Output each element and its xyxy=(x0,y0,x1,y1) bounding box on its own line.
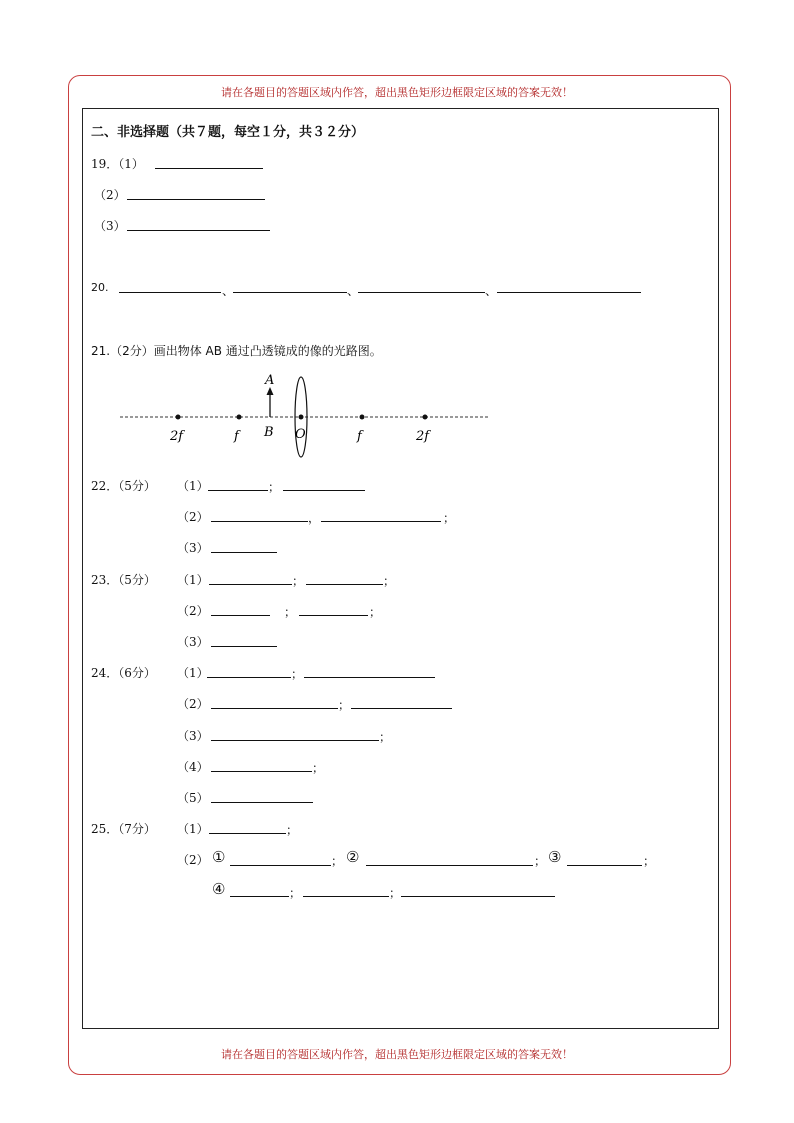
q22-3-label: （3） xyxy=(177,541,209,555)
q25-label: 25．（7分） xyxy=(91,822,156,836)
q20-sep-2: 、 xyxy=(347,284,360,298)
q24-5-label: （5） xyxy=(177,791,209,805)
q25-2-blank-3[interactable] xyxy=(567,865,642,866)
q25-2-semi-3: ； xyxy=(643,854,656,868)
q25-2-semi-1: ； xyxy=(331,854,344,868)
q25-2-blank-4[interactable] xyxy=(230,896,289,897)
point-o xyxy=(299,415,304,420)
top-warning: 请在各题目的答题区域内作答，超出黑色矩形边框限定区域的答案无效！ xyxy=(221,86,573,99)
q21-prompt: 21.（2分）画出物体 AB 通过凸透镜成的像的光路图。 xyxy=(91,344,382,358)
q24-label: 24．（6分） xyxy=(91,666,156,680)
q23-2-semi-b: ； xyxy=(369,605,382,619)
q24-2-semi: ； xyxy=(338,698,351,712)
q20-blank-2[interactable] xyxy=(233,292,347,293)
label-2f-right: 2f xyxy=(416,429,430,444)
q25-2-blank-5[interactable] xyxy=(303,896,389,897)
q23-2-label: （2） xyxy=(177,604,209,618)
q25-2-label: （2） xyxy=(177,853,209,867)
q23-1-semi-b: ； xyxy=(383,574,396,588)
object-arrow-head xyxy=(267,387,274,395)
q22-3-blank[interactable] xyxy=(211,552,277,553)
point-2f-left xyxy=(176,415,181,420)
q25-circle-1: ① xyxy=(212,848,226,866)
q19-1-blank[interactable] xyxy=(155,168,263,169)
q23-2-semi-a: ； xyxy=(284,605,297,619)
q20-sep-1: 、 xyxy=(222,284,235,298)
q19-label: 19．（1） xyxy=(91,157,144,171)
section-title: 二、非选择题（共７题，每空１分，共３２分） xyxy=(91,125,365,140)
q24-2-blank-b[interactable] xyxy=(351,708,452,709)
q24-5-blank[interactable] xyxy=(211,802,313,803)
q22-1-semi: ； xyxy=(268,480,281,494)
q24-4-semi: ； xyxy=(312,761,325,775)
q22-1-label: （1） xyxy=(177,479,209,493)
q23-2-blank-a[interactable] xyxy=(211,615,270,616)
q24-1-blank-b[interactable] xyxy=(304,677,435,678)
q22-1-blank-a[interactable] xyxy=(208,490,268,491)
q24-3-label: （3） xyxy=(177,729,209,743)
q20-label: 20. xyxy=(91,281,109,294)
q23-label: 23．（5分） xyxy=(91,573,156,587)
q24-4-label: （4） xyxy=(177,760,209,774)
q25-2-blank-6[interactable] xyxy=(401,896,555,897)
q25-2-blank-2[interactable] xyxy=(366,865,533,866)
label-a: A xyxy=(265,373,275,388)
label-f-left: f xyxy=(234,429,239,444)
q22-2-blank-a[interactable] xyxy=(211,521,308,522)
q22-2-label: （2） xyxy=(177,510,209,524)
q25-2-semi-5: ； xyxy=(389,886,402,900)
q20-blank-4[interactable] xyxy=(497,292,641,293)
q19-2-blank[interactable] xyxy=(127,199,265,200)
convex-lens-diagram xyxy=(110,368,500,464)
q24-3-semi: ； xyxy=(379,730,392,744)
q20-sep-3: 、 xyxy=(485,284,498,298)
q24-4-blank[interactable] xyxy=(211,771,312,772)
q25-1-semi: ； xyxy=(286,823,299,837)
q20-blank-1[interactable] xyxy=(119,292,221,293)
q24-1-blank-a[interactable] xyxy=(207,677,291,678)
q22-2-blank-b[interactable] xyxy=(321,521,441,522)
q20-blank-3[interactable] xyxy=(358,292,485,293)
q25-circle-2: ② xyxy=(346,848,360,866)
q23-1-blank-a[interactable] xyxy=(209,584,292,585)
point-f-right xyxy=(360,415,365,420)
q25-1-label: （1） xyxy=(177,822,209,836)
point-f-left xyxy=(237,415,242,420)
q23-1-semi-a: ； xyxy=(292,574,305,588)
q25-2-blank-1[interactable] xyxy=(230,865,331,866)
q25-circle-4: ④ xyxy=(212,880,226,898)
q24-3-blank[interactable] xyxy=(211,740,379,741)
q24-2-blank-a[interactable] xyxy=(211,708,338,709)
point-2f-right xyxy=(423,415,428,420)
label-2f-left: 2f xyxy=(170,429,184,444)
q25-circle-3: ③ xyxy=(548,848,562,866)
q22-2-comma: ， xyxy=(308,511,321,525)
q23-1-label: （1） xyxy=(177,573,209,587)
q22-label: 22．（5分） xyxy=(91,479,156,493)
q22-2-semi: ； xyxy=(443,511,456,525)
q25-2-semi-2: ； xyxy=(534,854,547,868)
q24-2-label: （2） xyxy=(177,697,209,711)
q24-1-label: （1） xyxy=(177,666,209,680)
q19-3-blank[interactable] xyxy=(127,230,270,231)
q23-3-label: （3） xyxy=(177,635,209,649)
q22-1-blank-b[interactable] xyxy=(283,490,365,491)
q25-2-semi-4: ； xyxy=(289,886,302,900)
q23-2-blank-b[interactable] xyxy=(299,615,368,616)
label-f-right: f xyxy=(357,429,362,444)
label-b: B xyxy=(264,425,274,440)
q23-1-blank-b[interactable] xyxy=(306,584,383,585)
bottom-warning: 请在各题目的答题区域内作答，超出黑色矩形边框限定区域的答案无效！ xyxy=(221,1048,573,1061)
q25-1-blank[interactable] xyxy=(209,833,286,834)
q24-1-semi: ； xyxy=(291,667,304,681)
q23-3-blank[interactable] xyxy=(211,646,277,647)
label-o: O xyxy=(295,427,306,442)
q19-3-label: （3） xyxy=(94,219,126,233)
q19-2-label: （2） xyxy=(94,188,126,202)
